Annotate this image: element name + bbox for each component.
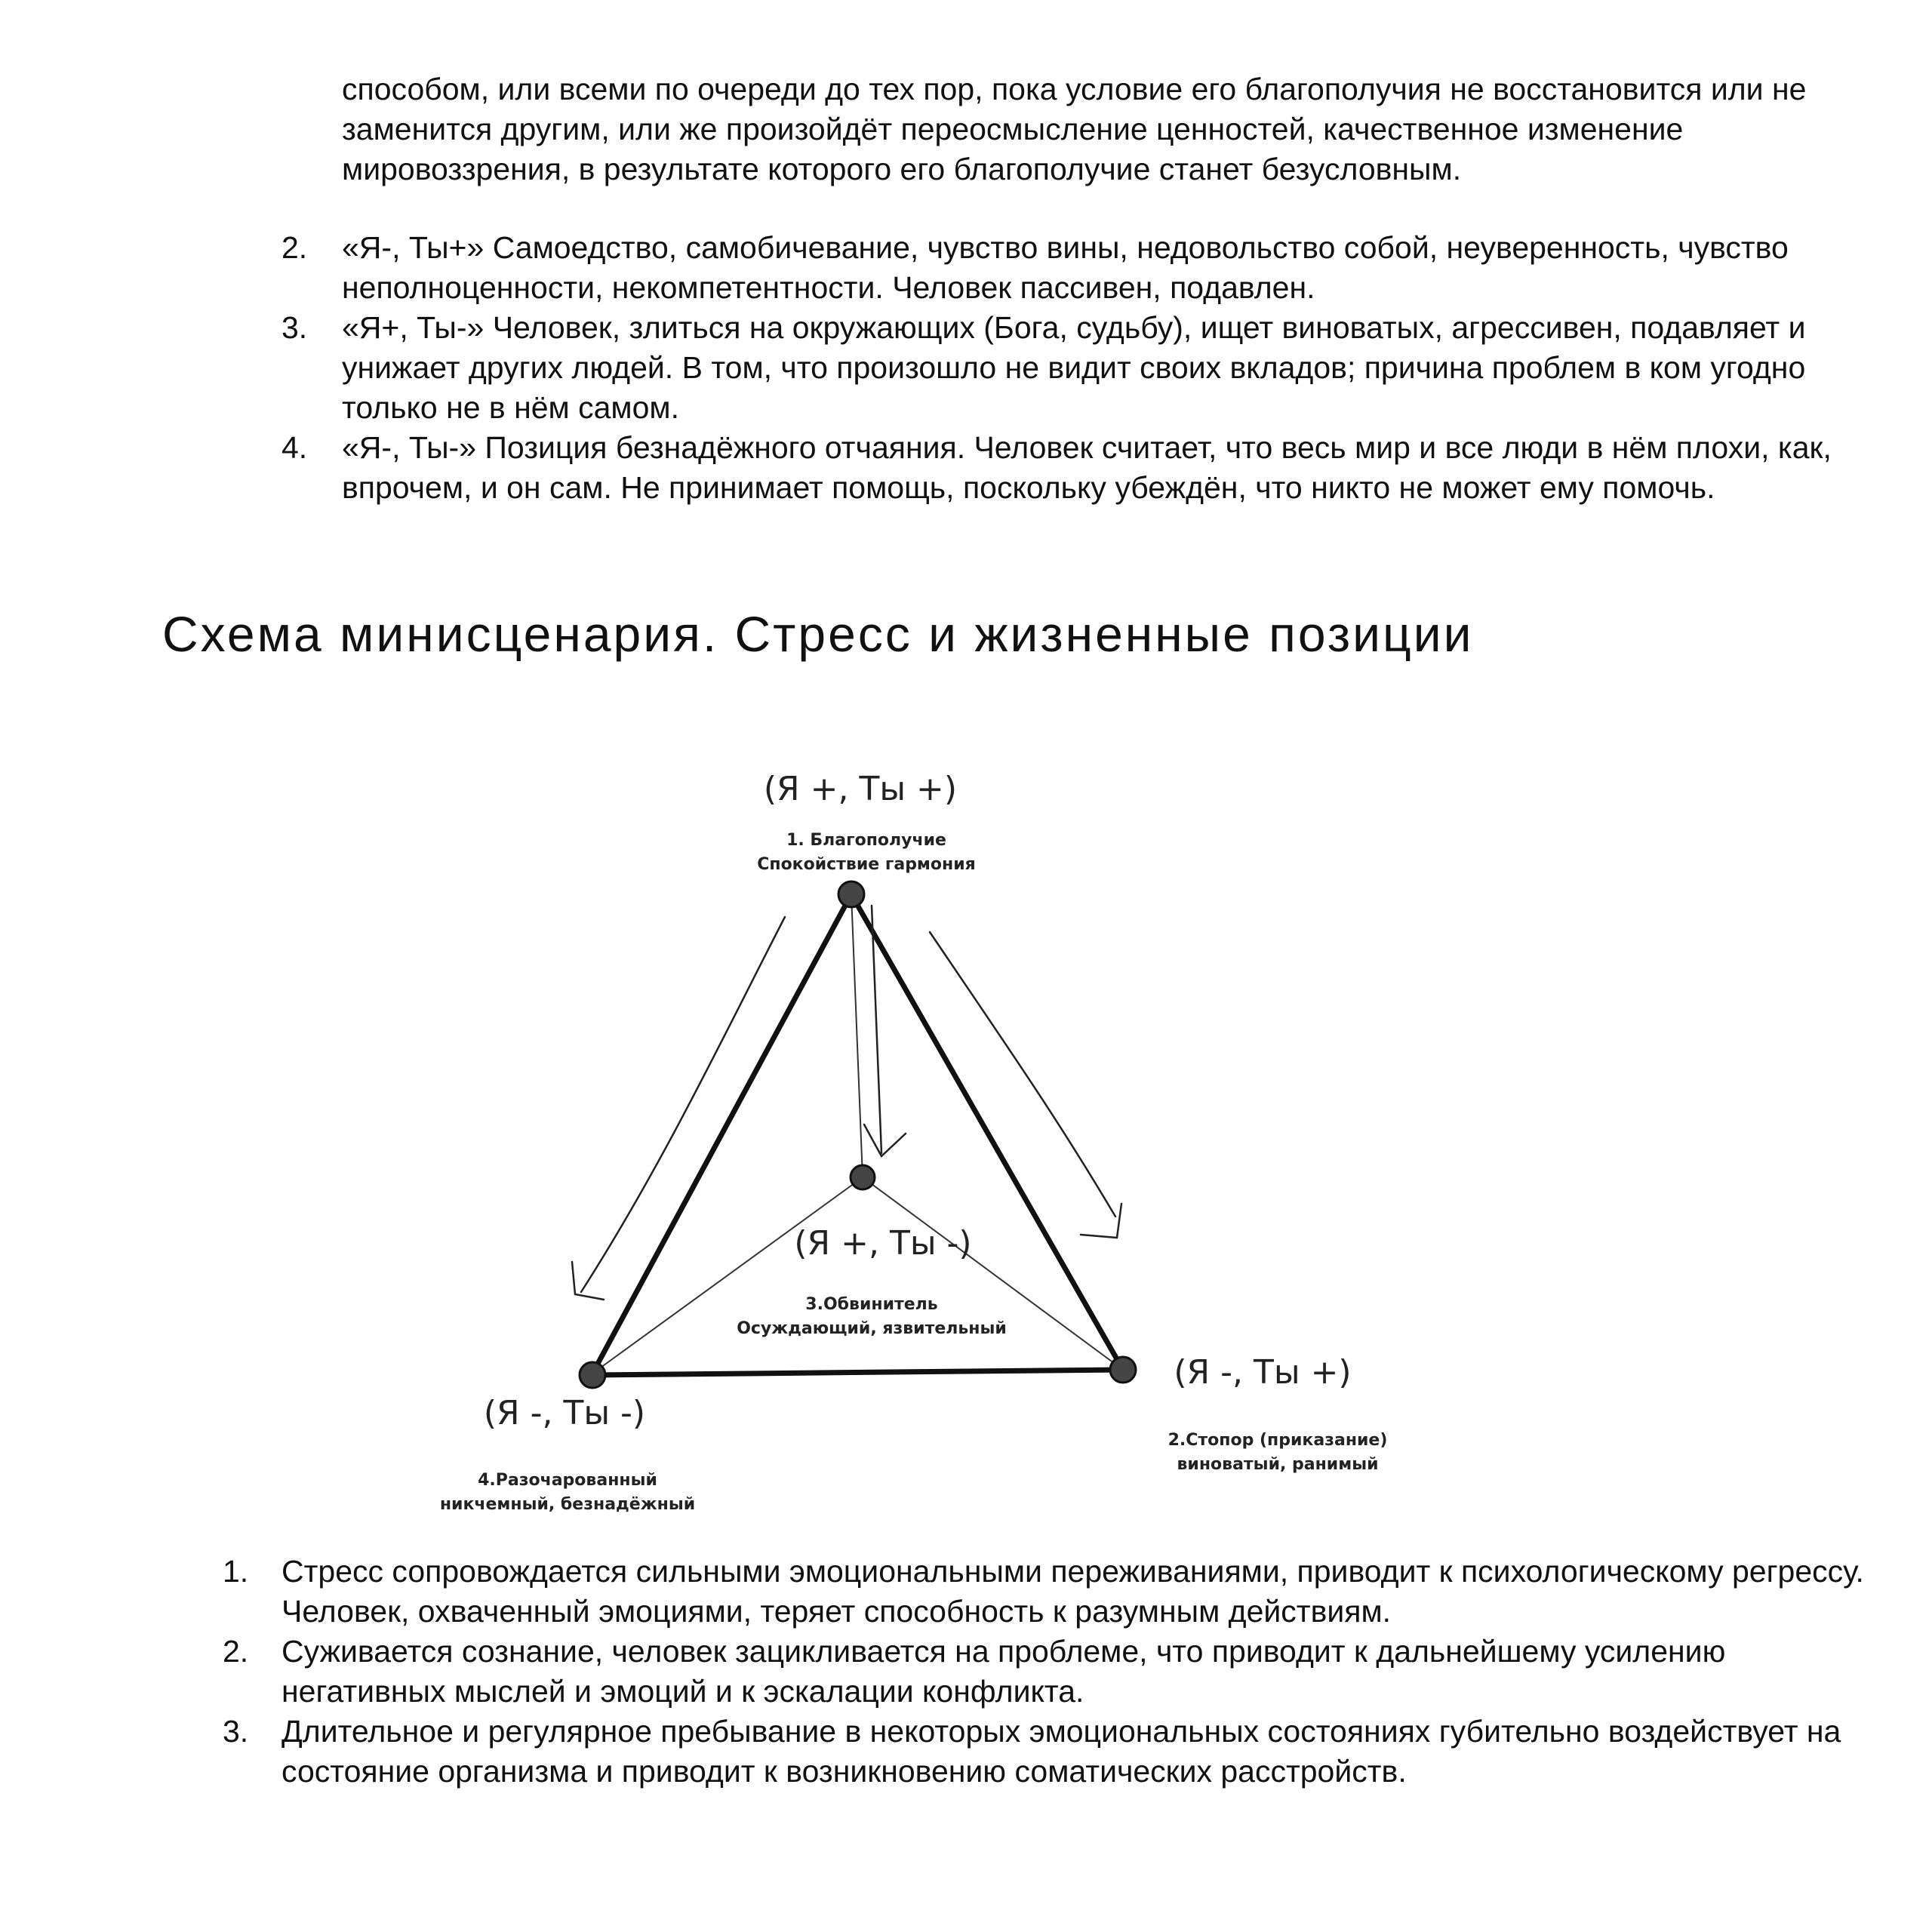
list-item-number: 3. <box>223 1714 249 1749</box>
list-item-number: 4. <box>281 430 308 465</box>
list-item-text: «Я+, Ты-» Человек, злиться на окружающих (Бога, судьбу), ищет виноватых, агрессивен, подавляет и унижает других людей. В том, что произошло не видит своих вкладов; причина проблем в ком угодно только не в нём самом. <box>342 310 1806 425</box>
node-top <box>838 881 864 907</box>
right-state-label: 2.Стопор (приказание) <box>1168 1431 1388 1450</box>
node-left <box>580 1362 605 1388</box>
list-item-text: Длительное и регулярное пребывание в некоторых эмоциональных состояниях губительно воздействует на состояние организма и приводит к возникновению соматических расстройств. <box>281 1714 1841 1789</box>
list-item-text: Суживается сознание, человек зацикливается на проблеме, что приводит к дальнейшему усилению негативных мыслей и эмоций и к эскалации конфликта. <box>281 1634 1726 1709</box>
edge-center-right <box>863 1177 1123 1370</box>
right-position-label: (Я -, Ты +) <box>1174 1353 1352 1392</box>
center-state-description: Осуждающий, язвительный <box>737 1319 1007 1338</box>
section-title: Схема минисценария. Стресс и жизненные позиции <box>162 606 1474 662</box>
list-item-number: 1. <box>223 1554 249 1589</box>
center-state-label: 3.Обвинитель <box>805 1295 938 1314</box>
right-state-description: виноватый, ранимый <box>1177 1455 1379 1474</box>
list-item-text: «Я-, Ты+» Самоедство, самобичевание, чувство вины, недовольство собой, неуверенность, чувство неполноценности, некомпетентности. Человек пассивен, подавлен. <box>342 230 1789 305</box>
top-position-label: (Я +, Ты +) <box>763 770 958 808</box>
list-item-number: 2. <box>281 230 308 265</box>
arrow-left-side <box>572 917 785 1300</box>
node-right <box>1110 1357 1136 1383</box>
edge-top-center <box>851 894 863 1177</box>
top-state-description: Спокойствие гармония <box>757 855 976 874</box>
edge-left-right <box>592 1370 1123 1375</box>
list-item-text: Стресс сопровождается сильными эмоциональными переживаниями, приводит к психологическому регрессу. Человек, охваченный эмоциями, теряет способность к разумным действиям. <box>281 1554 1864 1629</box>
left-state-label: 4.Разочарованный <box>478 1471 657 1490</box>
node-center <box>851 1165 875 1189</box>
intro-paragraph: способом, или всеми по очереди до тех пор, пока условие его благополучия не восстановится или не заменится другим, или же произойдёт переосмысление ценностей, качественное изменение мировоззрения, в результате которого его благополучие станет безусловным. <box>342 72 1807 186</box>
stress-effects-list <box>0 1552 1887 1792</box>
list-item <box>0 1552 1887 1632</box>
list-item <box>0 1632 1887 1712</box>
left-position-label: (Я -, Ты -) <box>483 1394 646 1432</box>
top-state-label: 1. Благополучие <box>786 831 946 850</box>
list-item-text: «Я-, Ты-» Позиция безнадёжного отчаяния. Человек считает, что весь мир и все люди в нём плохи, как, впрочем, и он сам. Не принимает помощь, поскольку убеждён, что никто не может ему помочь. <box>342 430 1832 505</box>
list-item-number: 3. <box>281 310 308 345</box>
list-item-number: 2. <box>223 1634 249 1669</box>
center-position-label: (Я +, Ты -) <box>794 1224 972 1263</box>
list-item <box>0 1712 1887 1792</box>
left-state-description: никчемный, безнадёжный <box>439 1495 696 1514</box>
arrow-down-center <box>864 906 906 1156</box>
